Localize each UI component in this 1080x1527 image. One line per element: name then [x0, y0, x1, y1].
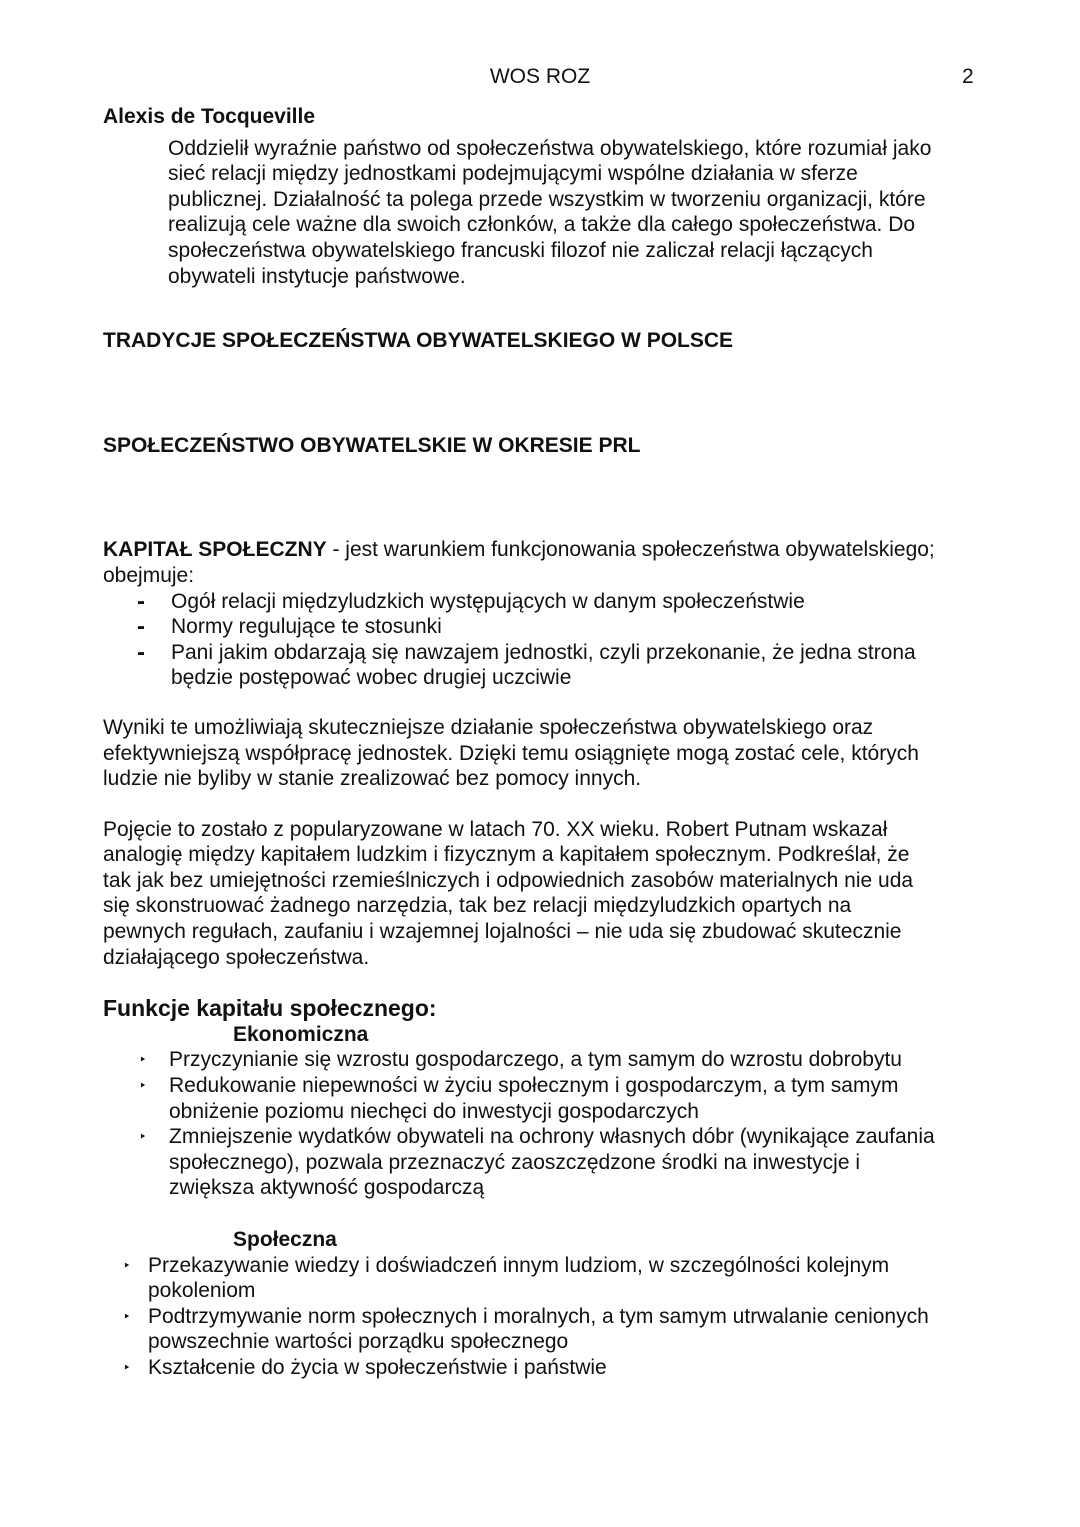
- text-line: Przekazywanie wiedzy i doświadczeń innym ludziom, w szczególności kolejnym: [148, 1253, 890, 1277]
- text-line: Przyczynianie się wzrostu gospodarczego, a tym samym do wzrostu dobrobytu: [169, 1048, 902, 1072]
- term-social-capital: KAPITAŁ SPOŁECZNY: [103, 538, 327, 562]
- triangle-bullet-icon: ‣: [123, 1359, 131, 1375]
- text-line: ludzie nie byliby w stanie zrealizować bez pomocy innych.: [103, 767, 642, 791]
- text-line: Kształcenie do życia w społeczeństwie i państwie: [148, 1355, 607, 1379]
- text-line: będzie postępować wobec drugiej uczciwie: [171, 666, 572, 690]
- text-line: publicznej. Działalność ta polega przede wszystkim w tworzeniu organizacji, które: [168, 187, 926, 211]
- triangle-bullet-icon: ‣: [139, 1129, 147, 1145]
- list-item: [137, 589, 983, 615]
- putnam-paragraph: [103, 817, 983, 971]
- page-number: 2: [962, 65, 974, 88]
- capital-list: [103, 589, 983, 691]
- list-item: [139, 1073, 983, 1124]
- text-line: obejmuje:: [103, 563, 195, 587]
- text-line: Redukowanie niepewności w życiu społecznym i gospodarczym, a tym samym: [169, 1074, 899, 1098]
- list-item: [137, 614, 983, 640]
- heading-prl: SPOŁECZEŃSTWO OBYWATELSKIE W OKRESIE PRL: [103, 433, 641, 457]
- text-line: realizują cele ważne dla swoich członków, a także dla całego społeczeństwa. Do: [168, 213, 916, 237]
- text-line: pokoleniom: [148, 1279, 256, 1303]
- list-item: [123, 1253, 983, 1304]
- social-heading: Społeczna: [233, 1228, 337, 1251]
- text-line: obniżenie poziomu niechęci do inwestycji gospodarczych: [169, 1099, 699, 1123]
- text-line: - Ogół relacji międzyludzkich występujących w danym społeczeństwie: [171, 589, 805, 613]
- text-line: analogię między kapitałem ludzkim i fizycznym a kapitałem społecznym. Podkreślał, że: [103, 843, 910, 867]
- text-line: - Normy regulujące te stosunki: [171, 615, 442, 639]
- triangle-bullet-icon: ‣: [123, 1308, 131, 1324]
- tocqueville-name: Alexis de Tocqueville: [103, 105, 316, 128]
- text-line: pewnych regułach, zaufaniu i wzajemnej lojalności – nie uda się zbudować skutecznie: [103, 920, 902, 944]
- text-line: efektywniejszą współpracę jednostek. Dzięki temu osiągnięte mogą zostać cele, których: [103, 741, 919, 765]
- definition-text: - jest warunkiem funkcjonowania społeczeństwa obywatelskiego;: [326, 538, 935, 562]
- text-line: [103, 537, 983, 563]
- text-line: się skonstruować żadnego narzędzia, tak bez relacji międzyludzkich opartych na: [103, 894, 852, 918]
- text-line: Zmniejszenie wydatków obywateli na ochrony własnych dóbr (wynikające zaufania: [169, 1125, 935, 1149]
- document-title: WOS ROZ: [489, 65, 591, 88]
- list-item: [139, 1124, 983, 1201]
- list-item: [123, 1304, 983, 1355]
- list-item: [137, 640, 983, 691]
- document-body: [103, 104, 983, 1381]
- text-line: społecznego), pozwala przeznaczyć zaoszczędzone środki na inwestycje i: [169, 1150, 861, 1174]
- functions-heading: Funkcje kapitału społecznego:: [103, 995, 437, 1022]
- triangle-bullet-icon: ‣: [123, 1257, 131, 1273]
- text-line: obywateli instytucje państwowe.: [168, 264, 466, 288]
- text-line: Pojęcie to zostało z popularyzowane w latach 70. XX wieku. Robert Putnam wskazał: [103, 817, 888, 841]
- heading-traditions: TRADYCJE SPOŁECZEŃSTWA OBYWATELSKIEGO W POLSCE: [103, 329, 734, 353]
- text-line: działającego społeczeństwa.: [103, 945, 370, 969]
- results-paragraph: [103, 715, 983, 792]
- triangle-bullet-icon: ‣: [139, 1052, 147, 1068]
- text-line: tak jak bez umiejętności rzemieślniczych i odpowiednich zasobów materialnych nie uda: [103, 868, 914, 892]
- economic-heading: Ekonomiczna: [233, 1022, 369, 1046]
- text-line: - Pani jakim obdarzają się nawzajem jednostki, czyli przekonanie, że jedna strona: [171, 640, 916, 664]
- capital-definition: [103, 537, 983, 588]
- text-line: zwiększa aktywność gospodarczą: [169, 1176, 485, 1200]
- text-line: Wyniki te umożliwiają skuteczniejsze działanie społeczeństwa obywatelskiego oraz: [103, 715, 874, 739]
- text-line: Podtrzymywanie norm społecznych i moralnych, a tym samym utrwalanie cenionych: [148, 1304, 929, 1328]
- triangle-bullet-icon: ‣: [139, 1078, 147, 1094]
- social-list: [103, 1253, 983, 1381]
- tocqueville-paragraph: [168, 136, 983, 290]
- text-line: powszechnie wartości porządku społecznego: [148, 1330, 569, 1354]
- text-line: Oddzielił wyraźnie państwo od społeczeństwa obywatelskiego, które rozumiał jako: [168, 136, 932, 160]
- text-line: sieć relacji między jednostkami podejmującymi wspólne działania w sferze: [168, 162, 858, 186]
- list-item: [139, 1047, 983, 1073]
- economic-list: [103, 1047, 983, 1201]
- list-item: [123, 1355, 983, 1381]
- text-line: społeczeństwa obywatelskiego francuski filozof nie zaliczał relacji łączących: [168, 238, 873, 262]
